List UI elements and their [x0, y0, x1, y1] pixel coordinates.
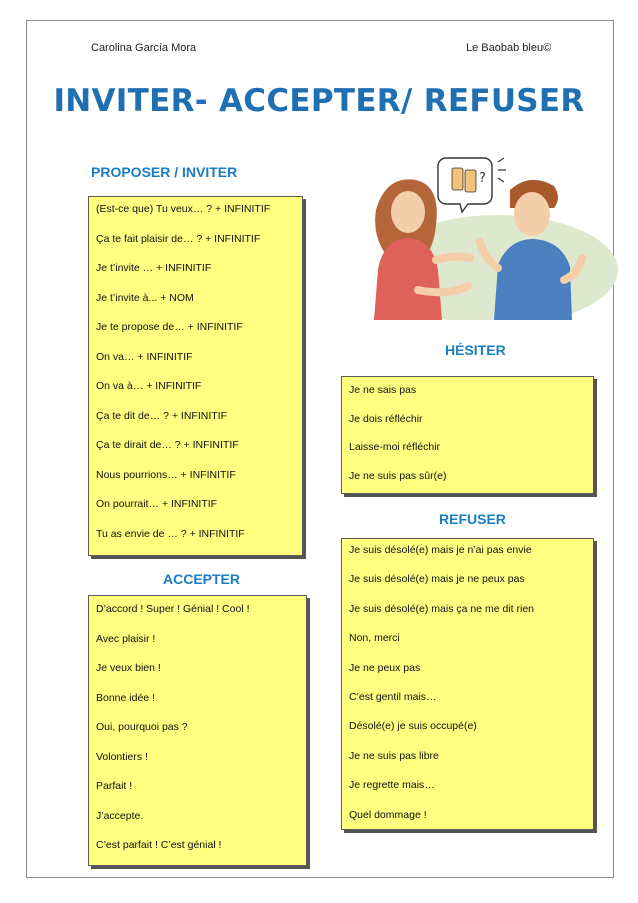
accepter-list: [96, 596, 306, 868]
brand-name: Le Baobab bleu©: [466, 42, 552, 54]
proposer-heading: PROPOSER / INVITER: [91, 164, 238, 180]
list-item: Avec plaisir !: [96, 632, 156, 645]
accepter-box: [88, 595, 307, 866]
list-item: Je ne peux pas: [349, 661, 421, 674]
list-item: Nous pourrions… + INFINITIF: [96, 468, 236, 481]
hesiter-list: [349, 377, 593, 497]
list-item: Je ne suis pas libre: [349, 749, 439, 762]
refuser-list: [349, 539, 593, 837]
list-item: Je suis désolé(e) mais je n’ai pas envie: [349, 544, 532, 556]
list-item: Ça te fait plaisir de… ? + INFINITIF: [96, 232, 261, 245]
proposer-list: [96, 197, 302, 556]
list-item: Je dois réfléchir: [349, 412, 423, 425]
list-item: Je ne sais pas: [349, 384, 417, 396]
list-item: C’est parfait ! C’est génial !: [96, 839, 222, 851]
list-item: Laisse-moi réfléchir: [349, 441, 441, 453]
list-item: Parfait !: [96, 780, 133, 792]
refuser-heading: REFUSER: [439, 511, 506, 527]
list-item: J’accepte.: [96, 809, 144, 822]
list-item: (Est-ce que) Tu veux… ? + INFINITIF: [96, 203, 271, 215]
list-item: Ça te dit de… ? + INFINITIF: [96, 409, 227, 422]
accepter-heading: ACCEPTER: [163, 571, 241, 587]
hesiter-box: [341, 376, 594, 494]
list-item: Je suis désolé(e) mais je ne peux pas: [349, 573, 525, 586]
list-item: On va à… + INFINITIF: [96, 380, 202, 392]
list-item: On pourrait… + INFINITIF: [96, 498, 218, 510]
list-item: Je suis désolé(e) mais ça ne me dit rien: [349, 602, 534, 615]
list-item: Je veux bien !: [96, 662, 161, 674]
list-item: Non, merci: [349, 632, 400, 645]
list-item: C’est gentil mais…: [349, 690, 437, 703]
list-item: Volontiers !: [96, 750, 148, 763]
list-item: Je t’invite … + INFINITIF: [96, 262, 212, 274]
list-item: Ça te dirait de… ? + INFINITIF: [96, 439, 239, 451]
list-item: Je te propose de… + INFINITIF: [96, 321, 243, 333]
hesiter-heading: HÉSITER: [445, 342, 506, 358]
list-item: Je regrette mais…: [349, 779, 435, 792]
list-item: Tu as envie de … ? + INFINITIF: [96, 527, 245, 540]
two-people-talking-illustration: [358, 150, 620, 320]
list-item: Bonne idée !: [96, 691, 155, 704]
proposer-box: [88, 196, 303, 556]
list-item: Je ne suis pas sûr(e): [349, 469, 447, 482]
refuser-box: [341, 538, 594, 830]
author-name: Carolina García Mora: [91, 42, 197, 54]
svg-text:?: ?: [479, 171, 486, 186]
list-item: Je t’invite à... + NOM: [96, 291, 194, 304]
list-item: Désolé(e) je suis occupé(e): [349, 720, 477, 733]
list-item: Quel dommage !: [349, 808, 427, 821]
list-item: D’accord ! Super ! Génial ! Cool !: [96, 603, 250, 615]
list-item: Oui, pourquoi pas ?: [96, 721, 188, 733]
list-item: On va… + INFINITIF: [96, 350, 193, 363]
page-title: INVITER- ACCEPTER/ REFUSER: [53, 83, 585, 119]
